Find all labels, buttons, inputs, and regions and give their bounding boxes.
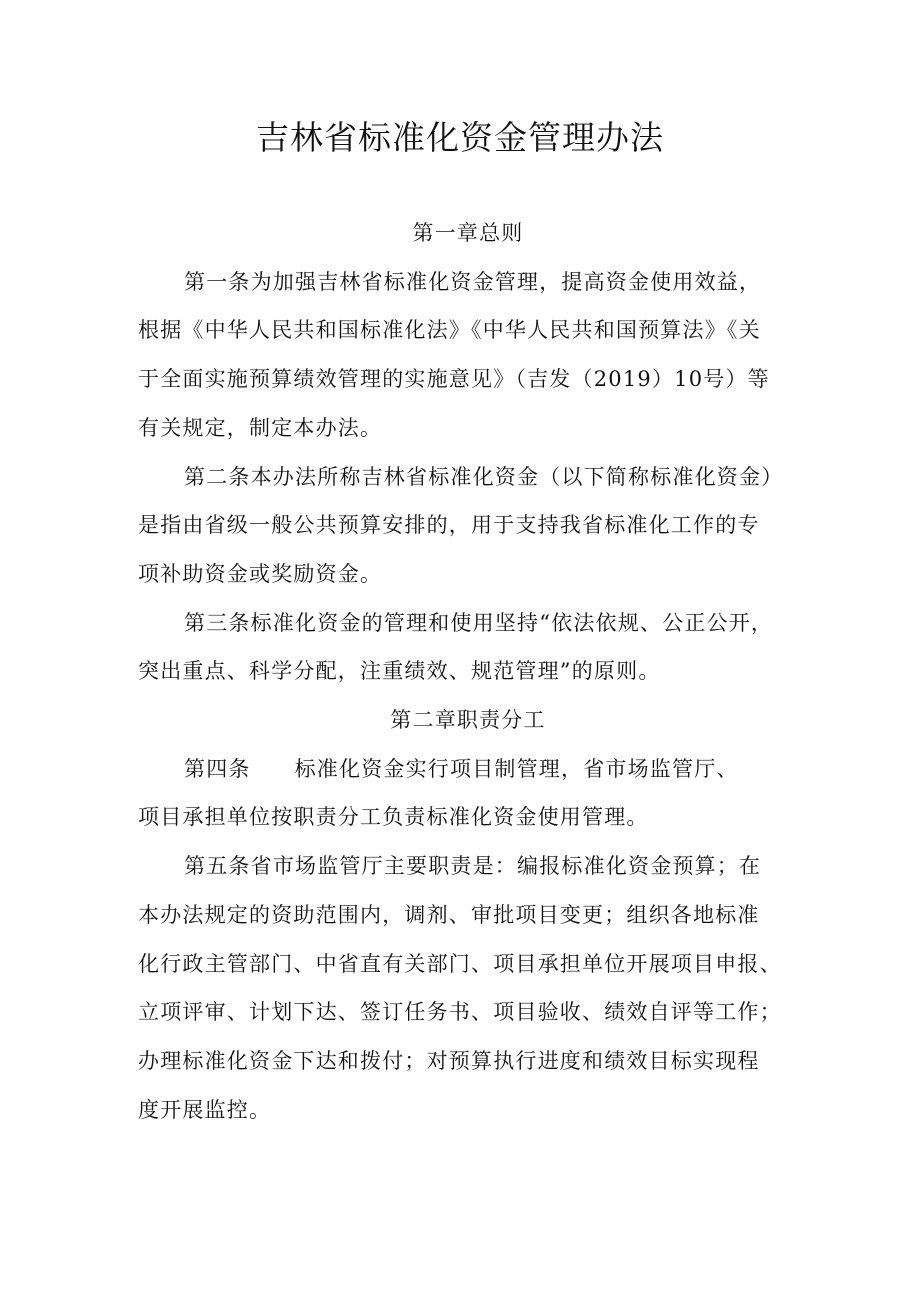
article-5-line: 办理标准化资金下达和拨付；对预算执行进度和绩效目标实现程 xyxy=(138,1048,760,1073)
article-5-line: 第五条省市场监管厅主要职责是：编报标准化资金预算；在 xyxy=(184,854,762,879)
article-3-line: 突出重点、科学分配，注重绩效、规范管理”的原则。 xyxy=(138,659,661,684)
article-5-line: 度开展监控。 xyxy=(138,1097,272,1122)
article-4-label: 第四条 xyxy=(184,756,251,781)
document-title: 吉林省标准化资金管理办法 xyxy=(256,118,664,157)
article-5-line: 本办法规定的资助范围内，调剂、审批项目变更；组织各地标准 xyxy=(138,902,760,927)
article-2 xyxy=(138,453,798,599)
article-2-line: 是指由省级一般公共预算安排的，用于支持我省标准化工作的专 xyxy=(138,513,760,538)
article-3 xyxy=(138,599,798,696)
article-5 xyxy=(138,842,798,1134)
article-4-line xyxy=(138,745,798,794)
article-5-line: 立项评审、计划下达、签订任务书、项目验收、绩效自评等工作； xyxy=(138,1000,782,1025)
chapter-1-heading: 第一章总则 xyxy=(412,221,524,245)
article-4-text: 标准化资金实行项目制管理，省市场监管厅、 xyxy=(294,756,739,781)
article-1-line: 第一条为加强吉林省标准化资金管理，提高资金使用效益， xyxy=(184,269,762,294)
article-4-line: 项目承担单位按职责分工负责标准化资金使用管理。 xyxy=(138,805,649,830)
article-5-line: 化行政主管部门、中省直有关部门、项目承担单位开展项目申报、 xyxy=(138,951,782,976)
article-1-line: 有关规定，制定本办法。 xyxy=(138,415,383,440)
chapter-2-heading: 第二章职责分工 xyxy=(390,708,546,733)
article-4 xyxy=(138,745,798,842)
document-body xyxy=(138,209,798,1134)
article-3-line: 第三条标准化资金的管理和使用坚持“依法依规、公正公开， xyxy=(184,610,774,635)
article-2-line: 项补助资金或奖励资金。 xyxy=(138,561,383,586)
article-1 xyxy=(138,258,798,453)
article-1-line: 于全面实施预算绩效管理的实施意见》（吉发（2019）10号）等 xyxy=(138,367,770,392)
article-2-line: 第二条本办法所称吉林省标准化资金（以下简称标准化资金） xyxy=(184,464,784,489)
article-1-line: 根据《中华人民共和国标准化法》《中华人民共和国预算法》《关 xyxy=(138,318,761,343)
